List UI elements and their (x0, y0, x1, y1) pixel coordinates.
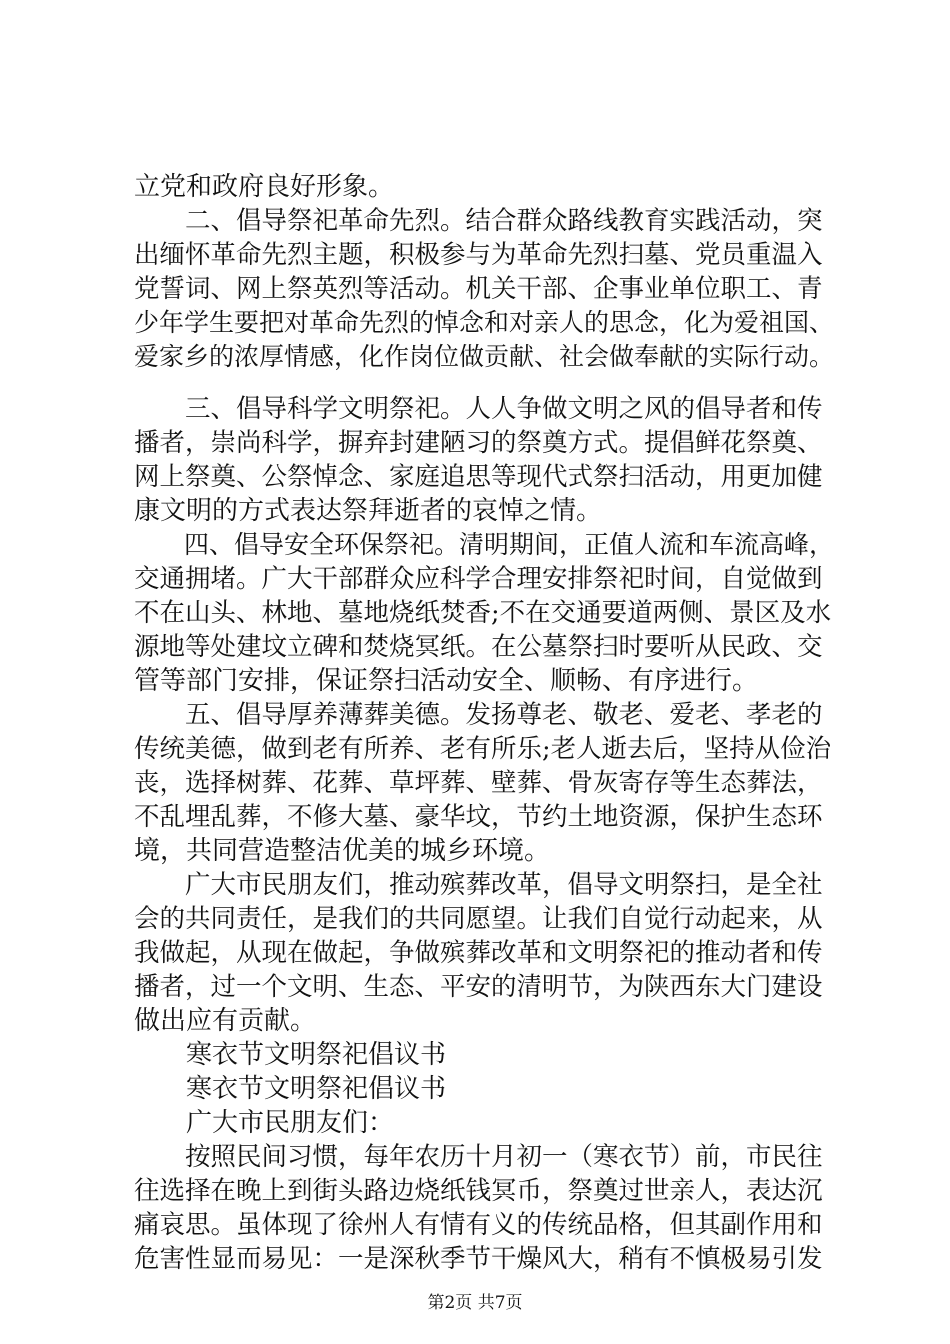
text-line: 我做起，从现在做起，争做殡葬改革和文明祭祀的推动者和传 (134, 938, 823, 968)
text-line: 康文明的方式表达祭拜逝者的哀悼之情。 (134, 496, 603, 526)
text-line: 党誓词、网上祭英烈等活动。机关干部、企事业单位职工、青 (134, 274, 823, 304)
text-line: 寒衣节文明祭祀倡议书 (134, 1040, 447, 1070)
text-line: 丧，选择树葬、花葬、草坪葬、壁葬、骨灰寄存等生态葬法， (134, 768, 823, 798)
text-line: 立党和政府良好形象。 (134, 172, 395, 202)
text-line: 三、倡导科学文明祭祀。人人争做文明之风的倡导者和传 (134, 394, 823, 424)
text-line: 管等部门安排，保证祭扫活动安全、顺畅、有序进行。 (134, 666, 759, 696)
text-line: 按照民间习惯，每年农历十月初一（寒衣节）前，市民往 (134, 1142, 823, 1172)
text-line: 做出应有贡献。 (134, 1006, 317, 1036)
text-line: 交通拥堵。广大干部群众应科学合理安排祭祀时间，自觉做到 (134, 564, 823, 594)
text-line: 爱家乡的浓厚情感，化作岗位做贡献、社会做奉献的实际行动。 (134, 342, 835, 371)
text-line: 源地等处建坟立碑和焚烧冥纸。在公墓祭扫时要听从民政、交 (134, 632, 823, 662)
text-line: 会的共同责任，是我们的共同愿望。让我们自觉行动起来，从 (134, 904, 823, 934)
text-line: 二、倡导祭祀革命先烈。结合群众路线教育实践活动，突 (134, 206, 823, 236)
text-line: 往选择在晚上到街头路边烧纸钱冥币，祭奠过世亲人，表达沉 (134, 1176, 823, 1206)
text-line: 危害性显而易见：一是深秋季节干燥风大，稍有不慎极易引发 (134, 1244, 823, 1274)
text-line: 广大市民朋友们： (134, 1108, 395, 1138)
text-line: 播者，崇尚科学，摒弃封建陋习的祭奠方式。提倡鲜花祭奠、 (134, 428, 823, 458)
text-line: 痛哀思。虽体现了徐州人有情有义的传统品格，但其副作用和 (134, 1210, 823, 1240)
text-line: 少年学生要把对革命先烈的悼念和对亲人的思念，化为爱祖国、 (134, 308, 835, 337)
text-line: 寒衣节文明祭祀倡议书 (134, 1074, 447, 1104)
text-line: 网上祭奠、公祭悼念、家庭追思等现代式祭扫活动，用更加健 (134, 462, 823, 492)
text-line: 广大市民朋友们，推动殡葬改革，倡导文明祭扫，是全社 (134, 870, 823, 900)
text-line: 不在山头、林地、墓地烧纸焚香;不在交通要道两侧、景区及水 (134, 598, 832, 628)
text-line: 传统美德，做到老有所养、老有所乐;老人逝去后，坚持从俭治 (134, 734, 832, 764)
text-line: 出缅怀革命先烈主题，积极参与为革命先烈扫墓、党员重温入 (134, 240, 823, 270)
page-number: 第2页 共7页 (427, 1293, 523, 1313)
text-line: 四、倡导安全环保祭祀。清明期间，正值人流和车流高峰， (134, 530, 835, 559)
text-line: 播者，过一个文明、生态、平安的清明节，为陕西东大门建设 (134, 972, 823, 1002)
text-line: 境，共同营造整洁优美的城乡环境。 (134, 836, 551, 866)
text-line: 不乱埋乱葬，不修大墓、豪华坟，节约土地资源，保护生态环 (134, 802, 823, 832)
text-line: 五、倡导厚养薄葬美德。发扬尊老、敬老、爱老、孝老的 (134, 700, 823, 730)
